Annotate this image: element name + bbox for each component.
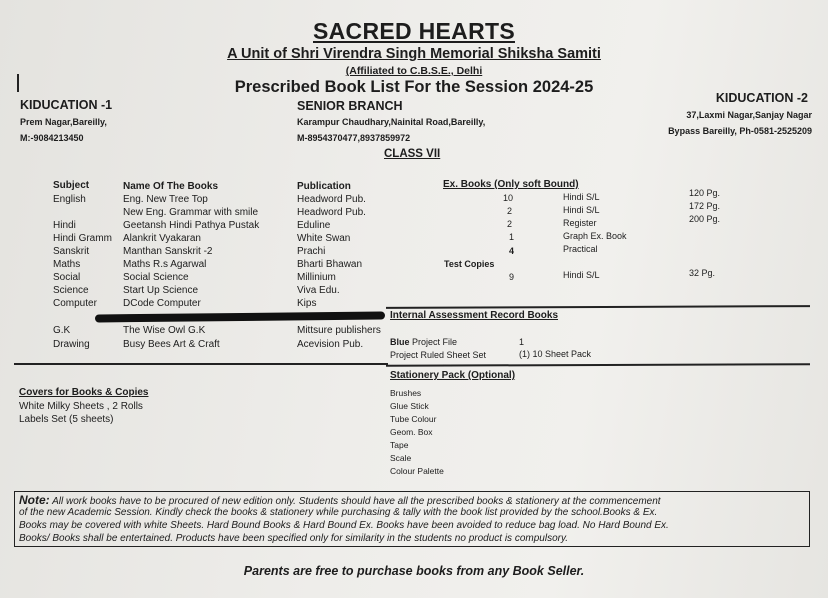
row-publication: White Swan xyxy=(297,233,351,244)
covers-line-1: White Milky Sheets , 2 Rolls xyxy=(19,401,143,412)
row-publication: Headword Pub. xyxy=(297,194,366,205)
row-publication: Viva Edu. xyxy=(297,285,340,296)
row-subject: Hindi Gramm xyxy=(53,233,112,244)
unit-line: A Unit of Shri Virendra Singh Memorial Shiksha Samiti xyxy=(227,46,601,62)
row-publication: Prachi xyxy=(297,246,326,257)
pen-scribble xyxy=(95,311,385,322)
branch-left-name: KIDUCATION -1 xyxy=(20,98,113,112)
row-subject: Maths xyxy=(53,259,81,270)
footer-text: Parents are free to purchase books from any Book Seller. xyxy=(243,564,585,578)
row-subject: Drawing xyxy=(53,339,90,350)
note-line-4: Books/ Books shall be entertained. Products have been specified only for similarity in the students no product is compulsory. xyxy=(19,533,568,544)
stationery-item: Tube Colour xyxy=(390,414,437,424)
test-copy-qty: 9 xyxy=(509,272,515,282)
row-book-name: Maths R.s Agarwal xyxy=(123,259,207,270)
ex-book-qty: 1 xyxy=(509,232,515,242)
session-title: Prescribed Book List For the Session 2024-25 xyxy=(234,78,594,96)
stationery-item: Colour Palette xyxy=(390,466,444,476)
note-line-1: Note: All work books have to be procured of new edition only. Students should have all the prescribed books & stationery at the commencement xyxy=(19,493,661,507)
note-line-3: Books may be covered with white Sheets. Hard Bound Books & Hard Bound Ex. Books have been avoided to reduce bag load. No Hard Bound Ex. xyxy=(19,520,669,531)
stationery-item: Geom. Box xyxy=(390,427,433,437)
row-book-name: Manthan Sanskrit -2 xyxy=(123,246,213,257)
row-subject: Computer xyxy=(53,298,97,309)
row-book-name: Eng. New Tree Top xyxy=(123,194,208,205)
branch-right-address: 37,Laxmi Nagar,Sanjay Nagar xyxy=(686,110,812,120)
ex-book-type: Hindi S/L xyxy=(563,192,600,202)
ex-book-type: Graph Ex. Book xyxy=(563,231,627,241)
stationery-heading: Stationery Pack (Optional) xyxy=(390,370,516,381)
branch-right-name: KIDUCATION -2 xyxy=(715,91,808,105)
ex-book-qty: 2 xyxy=(507,206,513,216)
row-publication: Acevision Pub. xyxy=(297,339,364,350)
test-copy-pages: 32 Pg. xyxy=(689,268,716,278)
test-copies-label: Test Copies xyxy=(444,259,495,269)
row-book-name: Social Science xyxy=(123,272,189,283)
ex-book-pages: 120 Pg. xyxy=(689,188,721,198)
row-subject: Hindi xyxy=(53,220,76,231)
branch-center-address: Karampur Chaudhary,Nainital Road,Bareilly, xyxy=(297,117,486,127)
ex-book-pages: 172 Pg. xyxy=(689,201,721,211)
header-subject: Subject xyxy=(53,180,90,191)
ruled-sheet-qty: (1) 10 Sheet Pack xyxy=(519,349,592,359)
test-copy-type: Hindi S/L xyxy=(563,270,600,280)
ruled-sheet-label: Project Ruled Sheet Set xyxy=(390,350,487,360)
row-publication: Eduline xyxy=(297,220,331,231)
divider-line xyxy=(14,363,388,365)
row-publication: Millinium xyxy=(297,272,336,283)
row-publication: Mittsure publishers xyxy=(297,325,381,336)
ex-book-qty: 2 xyxy=(507,219,513,229)
branch-left-phone: M:-9084213450 xyxy=(20,133,84,143)
branch-center-name: SENIOR BRANCH xyxy=(297,99,403,113)
project-file-label: Blue Project File xyxy=(390,337,458,347)
row-book-name: Alankrit Vyakaran xyxy=(123,233,201,244)
row-book-name: DCode Computer xyxy=(123,298,201,309)
ex-book-qty: 10 xyxy=(503,193,514,203)
row-subject: Social xyxy=(53,272,81,283)
row-subject: Sanskrit xyxy=(53,246,90,257)
covers-heading: Covers for Books & Copies xyxy=(19,387,149,398)
internal-assessment-heading: Internal Assessment Record Books xyxy=(390,310,559,321)
note-box xyxy=(14,491,810,547)
class-label: CLASS VII xyxy=(384,148,441,160)
school-name: SACRED HEARTS xyxy=(313,18,515,44)
ex-book-qty: 4 xyxy=(509,246,515,256)
header-publication: Publication xyxy=(297,181,351,192)
branch-left-address: Prem Nagar,Bareilly, xyxy=(20,117,107,127)
row-publication: Kips xyxy=(297,298,317,309)
ex-book-type: Register xyxy=(563,218,597,228)
project-file-qty: 1 xyxy=(519,337,525,347)
row-subject: G.K xyxy=(53,325,71,336)
row-publication: Bharti Bhawan xyxy=(297,259,363,270)
stationery-item: Brushes xyxy=(390,388,422,398)
row-book-name: Start Up Science xyxy=(123,285,199,296)
divider-line xyxy=(386,363,810,366)
row-book-name: Busy Bees Art & Craft xyxy=(123,339,220,350)
branch-center-phone: M-8954370477,8937859972 xyxy=(297,133,411,143)
ex-book-type: Hindi S/L xyxy=(563,205,600,215)
row-book-name: The Wise Owl G.K xyxy=(123,325,206,336)
covers-line-2: Labels Set (5 sheets) xyxy=(19,414,114,425)
ex-book-type: Practical xyxy=(563,244,598,254)
row-publication: Headword Pub. xyxy=(297,207,366,218)
ex-books-heading: Ex. Books (Only soft Bound) xyxy=(443,179,579,190)
header-book-name: Name Of The Books xyxy=(123,181,219,192)
row-subject: English xyxy=(53,194,86,205)
divider-line xyxy=(386,305,810,308)
row-subject: Science xyxy=(53,285,89,296)
stationery-item: Tape xyxy=(390,440,409,450)
row-book-name: New Eng. Grammar with smile xyxy=(123,207,259,218)
affiliation-line: (Affiliated to C.B.S.E., Delhi xyxy=(345,65,483,77)
row-book-name: Geetansh Hindi Pathya Pustak xyxy=(123,220,260,231)
stationery-item: Glue Stick xyxy=(390,401,429,411)
branch-right-phone: Bypass Bareilly, Ph-0581-2525209 xyxy=(668,126,812,136)
stationery-item: Scale xyxy=(390,453,412,463)
ex-book-pages: 200 Pg. xyxy=(689,214,721,224)
note-line-2: of the new Academic Session. Kindly check the books & stationery while purchasing & tally with the book list provided by the school.Books & Ex. xyxy=(19,507,658,518)
